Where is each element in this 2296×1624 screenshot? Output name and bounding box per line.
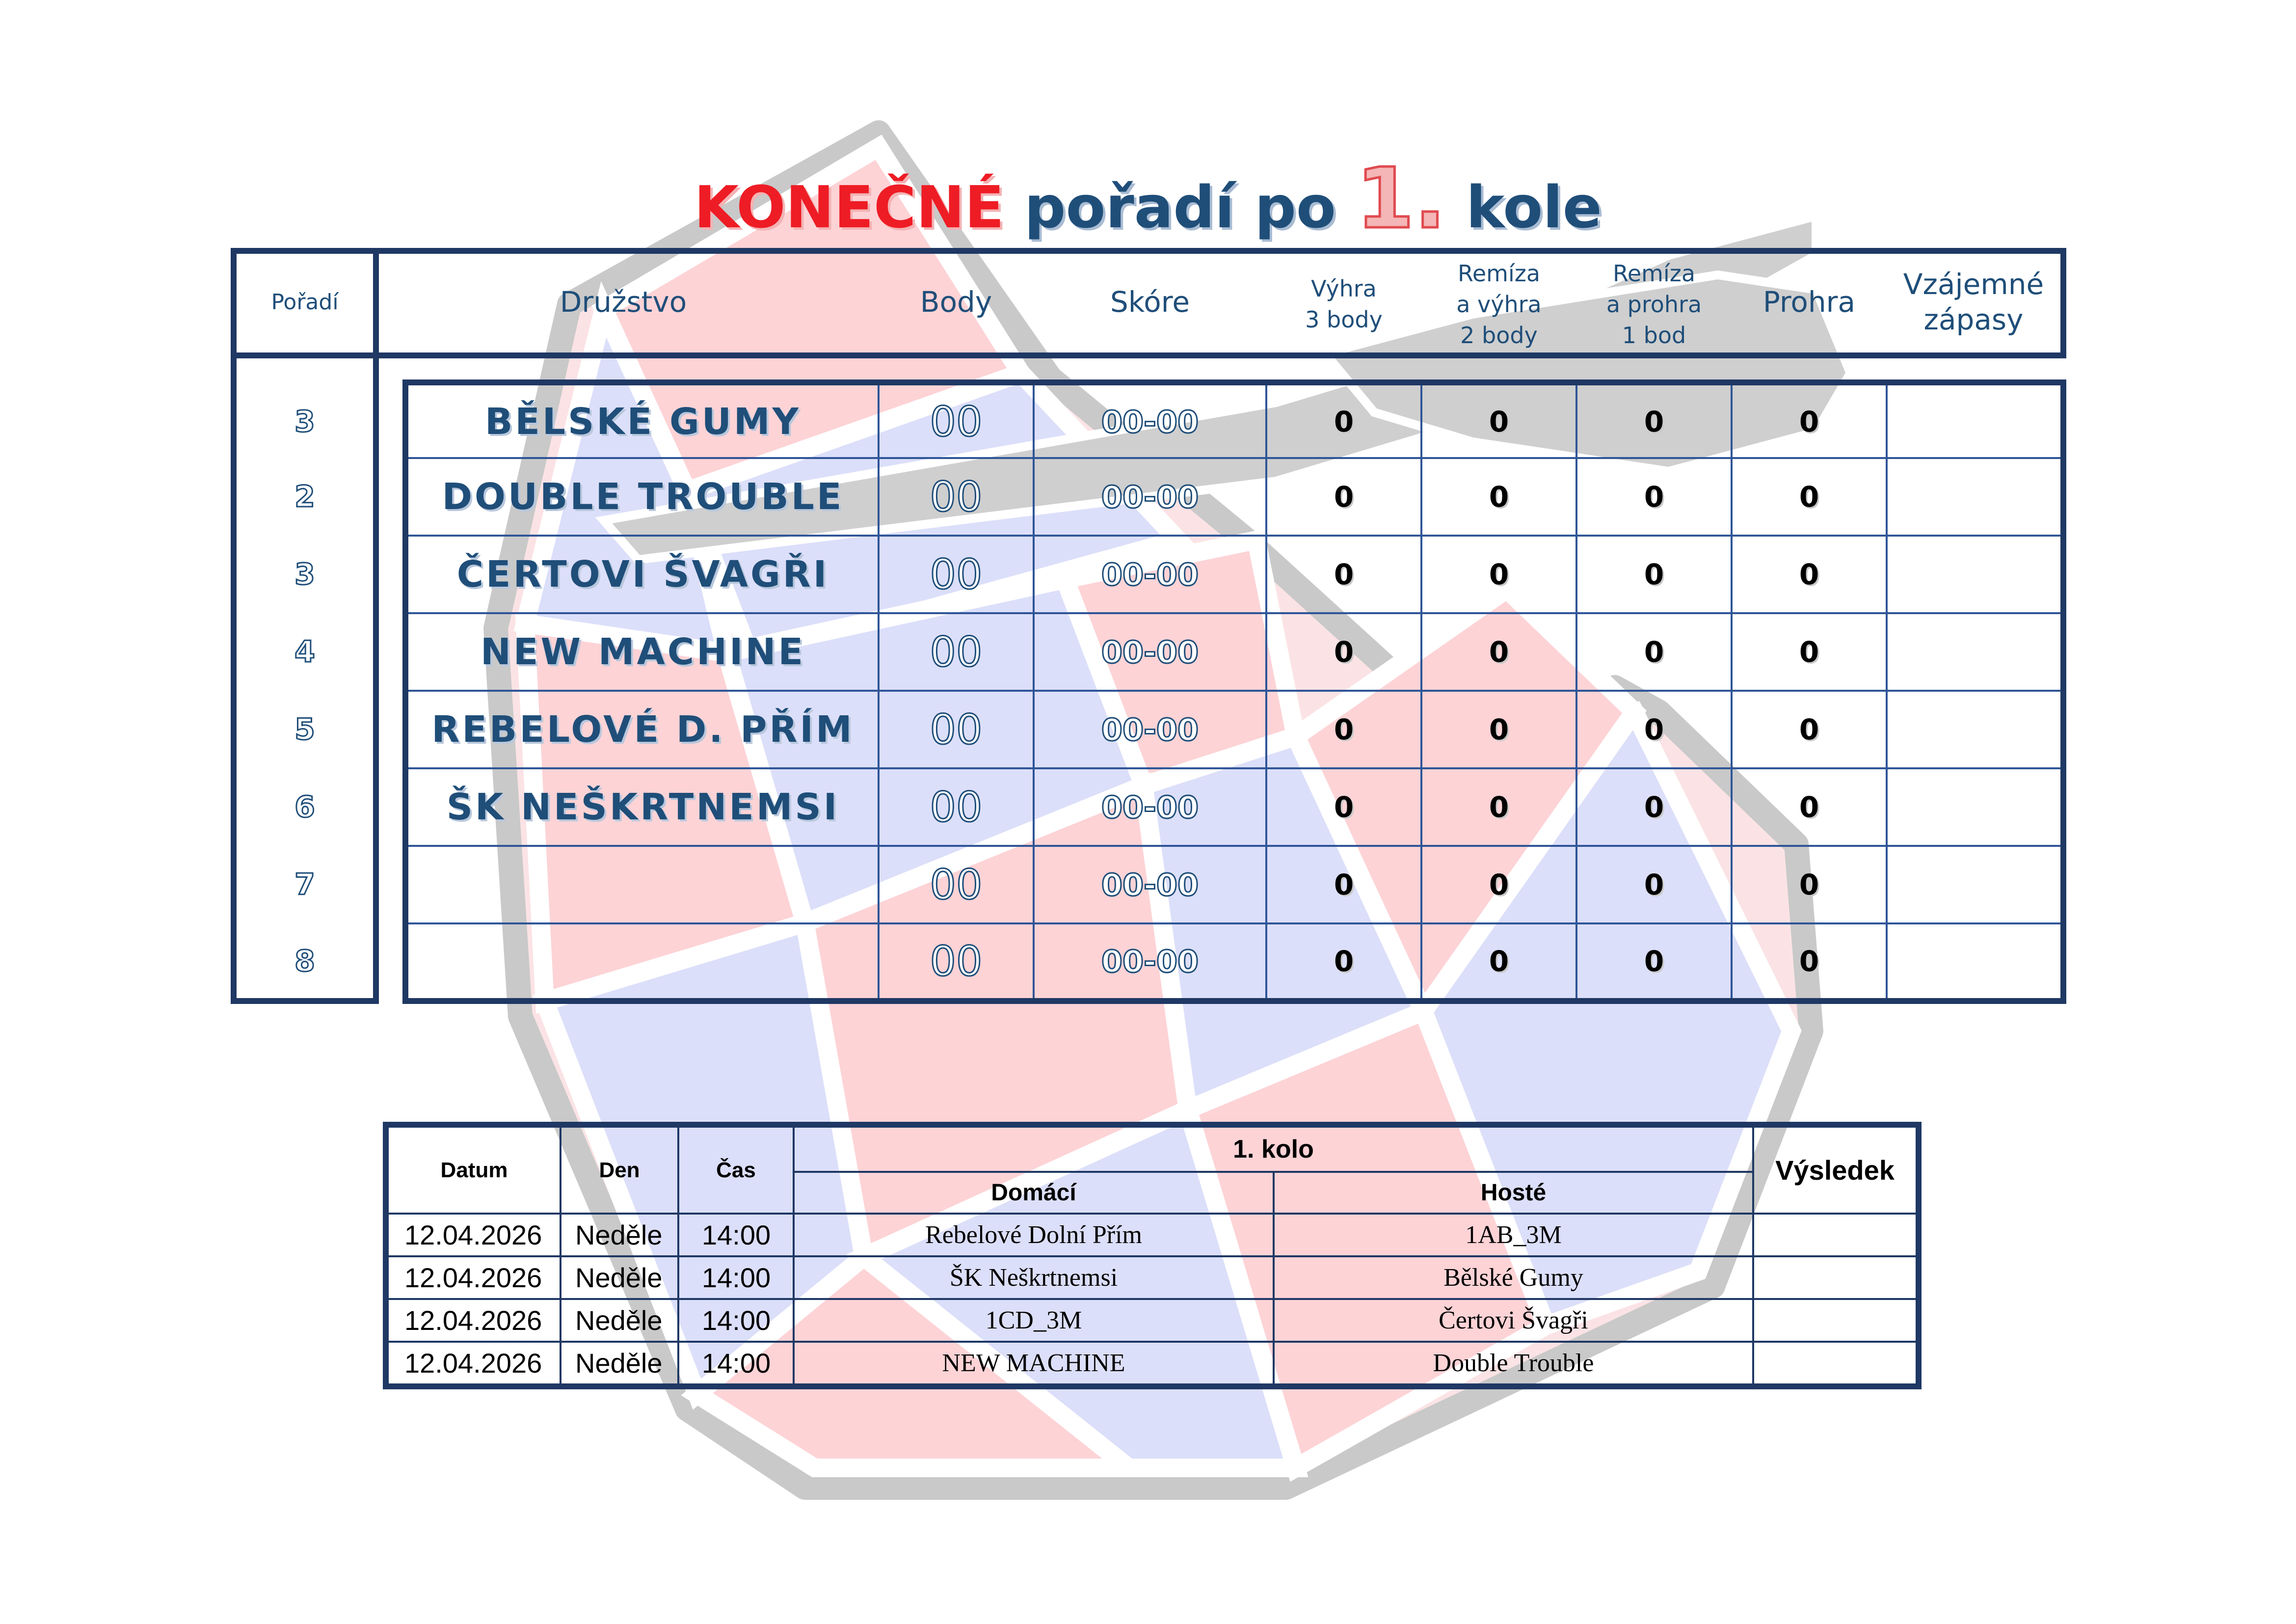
schedule-date: 12.04.2026 [404, 1348, 542, 1379]
row-team [408, 924, 878, 998]
schedule-result [1754, 1215, 1916, 1255]
schedule-away: Čertovi Švagři [1439, 1306, 1588, 1334]
row-rank: 6 [294, 790, 315, 824]
row-team [408, 847, 878, 922]
header-mutual-line2: zápasy [1923, 303, 2024, 336]
schedule-result [1754, 1343, 1916, 1383]
row-points: 00 [930, 628, 983, 676]
row-points: 00 [930, 783, 983, 831]
row-draw-loss: 0 [1644, 945, 1664, 978]
row-score: 00-00 [1101, 479, 1199, 515]
row-mutual [1888, 847, 2060, 922]
row-rank: 3 [294, 557, 315, 592]
row-loss: 0 [1799, 713, 1819, 746]
row-score: 00-00 [1101, 866, 1199, 903]
header-mutual-line1: Vzájemné [1903, 268, 2044, 301]
row-rank: 3 [294, 405, 315, 439]
header-win-line2: 3 body [1305, 306, 1383, 333]
schedule-time: 14:00 [702, 1262, 771, 1293]
header-loss: Prohra [1762, 285, 1856, 319]
row-score: 00-00 [1101, 556, 1199, 593]
row-draw-win: 0 [1489, 713, 1509, 746]
row-mutual [1888, 614, 2060, 690]
title-round-number: 1. [1356, 150, 1446, 247]
row-rank: 8 [294, 944, 315, 978]
row-score: 00-00 [1101, 404, 1199, 440]
row-points: 00 [930, 705, 983, 754]
schedule-day: Neděle [575, 1348, 663, 1379]
row-draw-win: 0 [1489, 868, 1509, 901]
row-points: 00 [930, 550, 983, 598]
row-win: 0 [1334, 868, 1354, 901]
row-draw-loss: 0 [1644, 558, 1664, 591]
row-draw-loss: 0 [1644, 868, 1664, 901]
row-score: 00-00 [1101, 711, 1199, 748]
schedule-away: Bělské Gumy [1443, 1264, 1583, 1292]
schedule-day: Neděle [575, 1219, 663, 1250]
schedule-time: 14:00 [702, 1305, 771, 1336]
schedule-away: 1AB_3M [1465, 1221, 1562, 1249]
schedule-home: Rebelové Dolní Přím [925, 1221, 1142, 1249]
header-draw-loss-line2: a prohra [1606, 291, 1702, 318]
header-win-line1: Výhra [1311, 275, 1377, 302]
schedule-home: NEW MACHINE [942, 1349, 1125, 1377]
schedule-date: 12.04.2026 [404, 1219, 542, 1250]
row-loss: 0 [1799, 405, 1819, 438]
row-win: 0 [1334, 945, 1354, 978]
header-draw-loss-line3: 1 bod [1622, 322, 1686, 349]
row-team: ČERTOVI ŠVAGŘI [456, 553, 829, 595]
row-points: 00 [930, 398, 983, 446]
schedule-result [1754, 1300, 1916, 1341]
row-score: 00-00 [1101, 634, 1199, 670]
row-draw-win: 0 [1489, 945, 1509, 978]
row-mutual [1888, 537, 2060, 612]
row-draw-loss: 0 [1644, 790, 1664, 824]
schedule-header-time: Čas [716, 1158, 756, 1182]
row-loss: 0 [1799, 945, 1819, 978]
row-team: BĚLSKÉ GUMY [484, 401, 801, 443]
header-draw-win-line3: 2 body [1460, 322, 1538, 349]
schedule-date: 12.04.2026 [404, 1305, 542, 1336]
row-points: 00 [930, 861, 983, 909]
header-points: Body [920, 285, 992, 319]
header-draw-loss [1576, 255, 1732, 353]
row-win: 0 [1334, 480, 1354, 514]
header-rank: Pořadí [271, 289, 339, 315]
row-loss: 0 [1799, 868, 1819, 901]
row-draw-win: 0 [1489, 405, 1509, 438]
row-draw-loss: 0 [1644, 713, 1664, 746]
row-mutual [1888, 924, 2060, 998]
schedule-day: Neděle [575, 1262, 663, 1293]
row-draw-loss: 0 [1644, 405, 1664, 438]
row-win: 0 [1334, 635, 1354, 669]
row-rank: 5 [294, 712, 315, 747]
row-loss: 0 [1799, 480, 1819, 514]
schedule-header-home: Domácí [991, 1180, 1076, 1206]
schedule-home: ŠK Neškrtnemsi [949, 1264, 1118, 1292]
row-mutual [1888, 692, 2060, 767]
row-team: DOUBLE TROUBLE [442, 476, 844, 518]
row-mutual [1888, 769, 2060, 845]
schedule-day: Neděle [575, 1305, 663, 1336]
row-rank: 2 [294, 480, 315, 514]
row-draw-win: 0 [1489, 558, 1509, 591]
row-loss: 0 [1799, 790, 1819, 824]
row-win: 0 [1334, 405, 1354, 438]
title-round: kole [1466, 173, 1602, 241]
header-draw-win-line2: a výhra [1456, 291, 1542, 318]
header-mutual [1887, 263, 2060, 341]
row-draw-win: 0 [1489, 635, 1509, 669]
schedule-time: 14:00 [702, 1219, 771, 1250]
row-draw-loss: 0 [1644, 480, 1664, 514]
row-score: 00-00 [1101, 789, 1199, 825]
title-order: pořadí po [1024, 173, 1336, 241]
row-score: 00-00 [1101, 943, 1199, 979]
header-team: Družstvo [560, 285, 687, 319]
row-draw-loss: 0 [1644, 635, 1664, 669]
schedule-time: 14:00 [702, 1348, 771, 1379]
header-score: Skóre [1110, 285, 1190, 319]
schedule-header-date: Datum [440, 1158, 508, 1182]
header-draw-win-line1: Remíza [1457, 260, 1541, 287]
row-points: 00 [930, 937, 983, 985]
schedule-home: 1CD_3M [985, 1306, 1082, 1334]
schedule-header-round: 1. kolo [1233, 1135, 1314, 1164]
header-win [1266, 260, 1421, 349]
row-draw-win: 0 [1489, 480, 1509, 514]
title-final: KONEČNÉ [694, 173, 1004, 241]
row-team: ŠK NEŠKRTNEMSI [446, 786, 840, 828]
row-team: NEW MACHINE [480, 631, 806, 673]
header-draw-loss-line1: Remíza [1612, 260, 1696, 287]
row-draw-win: 0 [1489, 790, 1509, 824]
page-title [0, 150, 2296, 248]
row-rank: 4 [294, 635, 315, 669]
schedule-away: Double Trouble [1433, 1349, 1594, 1377]
schedule-header-day: Den [599, 1158, 640, 1182]
row-win: 0 [1334, 558, 1354, 591]
row-points: 00 [930, 473, 983, 521]
schedule-header-result: Výsledek [1775, 1155, 1895, 1186]
row-team: REBELOVÉ D. PŘÍM [431, 708, 854, 751]
schedule-date: 12.04.2026 [404, 1262, 542, 1293]
row-rank: 7 [294, 867, 315, 902]
row-win: 0 [1334, 790, 1354, 824]
row-mutual [1888, 385, 2060, 458]
row-win: 0 [1334, 713, 1354, 746]
row-loss: 0 [1799, 635, 1819, 669]
header-draw-win [1421, 255, 1576, 353]
row-mutual [1888, 459, 2060, 535]
schedule-result [1754, 1257, 1916, 1298]
schedule-header-away: Hosté [1480, 1180, 1547, 1206]
row-loss: 0 [1799, 558, 1819, 591]
